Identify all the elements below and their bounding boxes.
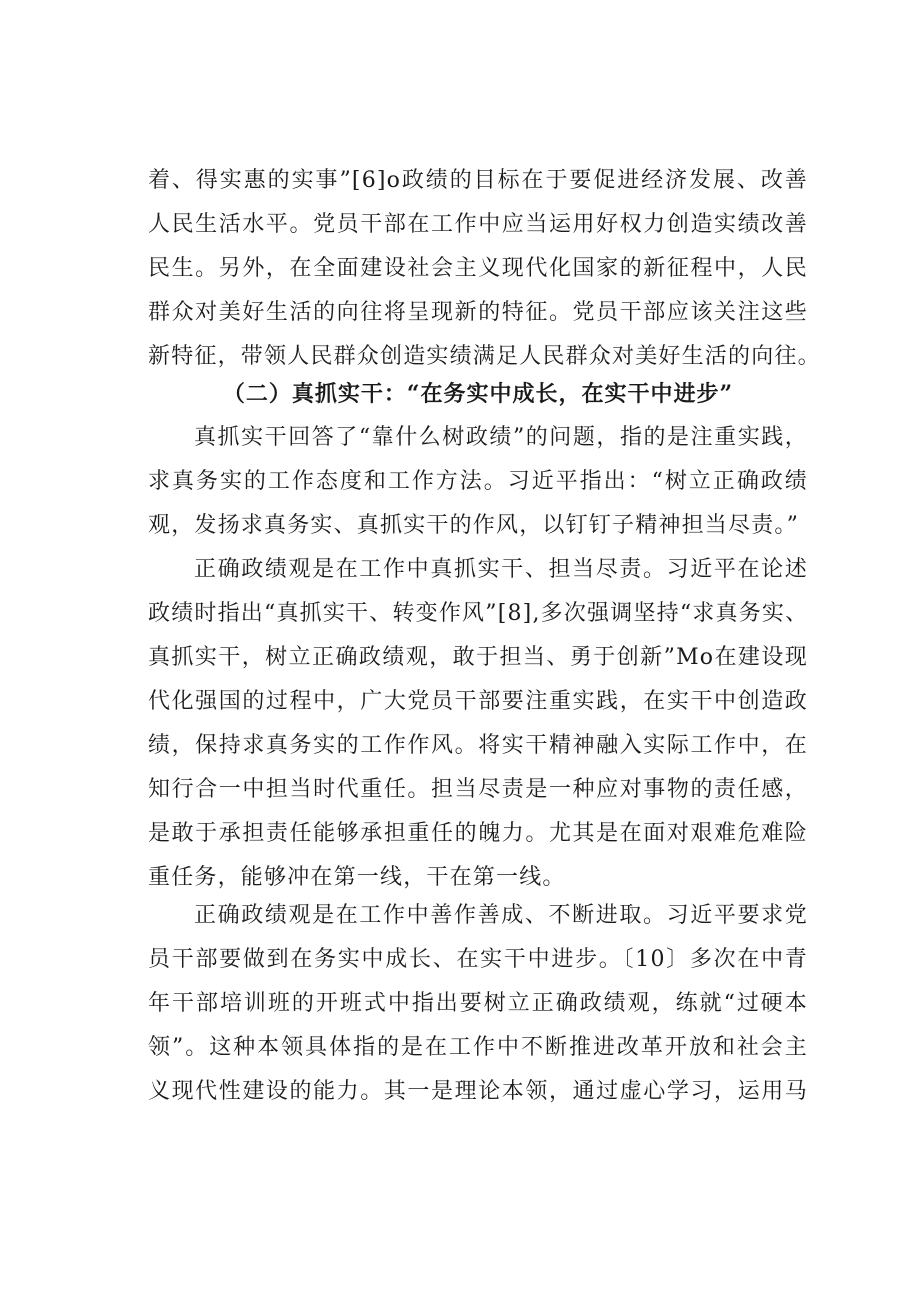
text-line: 求真务实的工作态度和工作方法。习近平指出：“树立正确政绩 bbox=[148, 469, 808, 494]
text-line: 是敢于承担责任能够承担重任的魄力。尤其是在面对艰难危难险 bbox=[148, 821, 808, 846]
text-line: 绩，保持求真务实的工作作风。将实干精神融入实际工作中，在 bbox=[148, 733, 808, 758]
text-line: 观，发扬求真务实、真抓实干的作风，以钉钉子精神担当尽责。” bbox=[148, 513, 800, 538]
text-line: 真抓实干，树立正确政绩观，敢于担当、勇于创新”Mo在建设现 bbox=[148, 645, 808, 670]
text-line: 领”。这种本领具体指的是在工作中不断推进改革开放和社会主 bbox=[148, 1035, 808, 1060]
text-line: 知行合一中担当时代重任。担当尽责是一种应对事物的责任感， bbox=[148, 777, 808, 802]
text-line: 人民生活水平。党员干部在工作中应当运用好权力创造实绩改善 bbox=[148, 212, 808, 237]
paragraph-3 bbox=[148, 548, 808, 900]
text-line: 正确政绩观是在工作中善作善成、不断进取。习近平要求党 bbox=[194, 903, 808, 928]
section-heading: （二）真抓实干：“在务实中成长，在实干中进步” bbox=[222, 381, 734, 407]
text-line: 新特征，带领人民群众创造实绩满足人民群众对美好生活的向往。 bbox=[148, 344, 821, 369]
paragraph-1 bbox=[148, 159, 821, 379]
text-line: 员干部要做到在务实中成长、在实干中进步。〔10〕多次在中青 bbox=[148, 947, 808, 972]
text-line: 政绩时指出“真抓实干、转变作风”[8],多次强调坚持“求真务实、 bbox=[148, 601, 809, 626]
text-line: 代化强国的过程中，广大党员干部要注重实践，在实干中创造政 bbox=[148, 689, 808, 714]
text-line: 民生。另外，在全面建设社会主义现代化国家的新征程中，人民 bbox=[148, 256, 808, 281]
paragraph-4 bbox=[148, 894, 808, 1114]
text-line: 真抓实干回答了“靠什么树政绩”的问题，指的是注重实践， bbox=[194, 425, 808, 450]
text-line: 义现代性建设的能力。其一是理论本领，通过虚心学习，运用马 bbox=[148, 1079, 808, 1104]
paragraph-2 bbox=[148, 416, 808, 548]
text-line: 正确政绩观是在工作中真抓实干、担当尽责。习近平在论述 bbox=[194, 557, 808, 582]
text-line: 年干部培训班的开班式中指出要树立正确政绩观，练就“过硬本 bbox=[148, 991, 808, 1016]
text-line: 重任务，能够冲在第一线，干在第一线。 bbox=[148, 865, 566, 890]
text-line: 群众对美好生活的向往将呈现新的特征。党员干部应该关注这些 bbox=[148, 300, 808, 325]
text-line: 着、得实惠的实事”[6]o政绩的目标在于要促进经济发展、改善 bbox=[148, 168, 808, 193]
